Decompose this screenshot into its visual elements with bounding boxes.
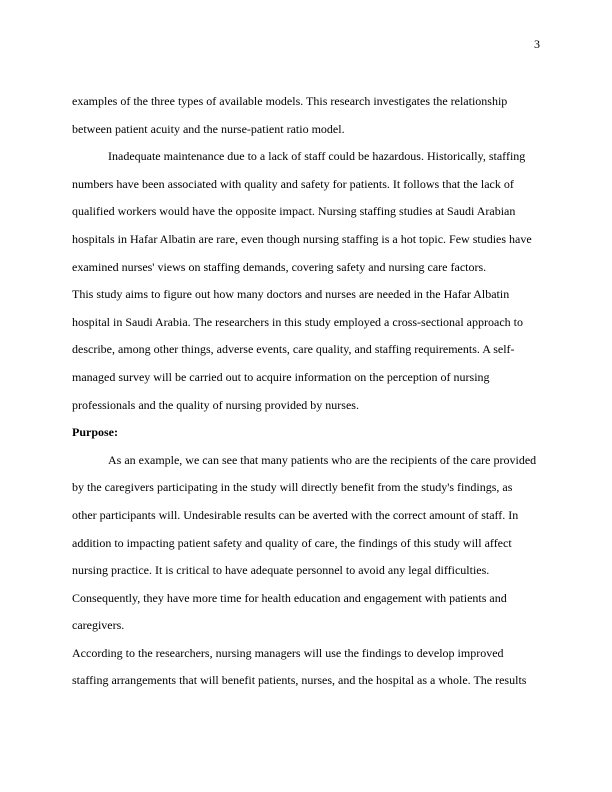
text-line: managed survey will be carried out to acquire information on the perception of nursing — [72, 369, 490, 384]
text-line: between patient acuity and the nurse-patient ratio model. — [72, 121, 345, 136]
text-line: addition to impacting patient safety and quality of care, the findings of this study will affect — [72, 535, 512, 550]
text-line: Consequently, they have more time for health education and engagement with patients and — [72, 590, 507, 605]
text-line: by the caregivers participating in the study will directly benefit from the study's findings, as — [72, 480, 513, 495]
text-line: examples of the three types of available models. This research investigates the relationship — [72, 94, 508, 108]
text-line: caregivers. — [72, 618, 125, 633]
text-line: professionals and the quality of nursing provided by nurses. — [72, 397, 359, 412]
text-line: As an example, we can see that many patients who are the recipients of the care provided — [108, 452, 537, 467]
body-text — [72, 88, 540, 695]
text-line: nursing practice. It is critical to have adequate personnel to avoid any legal difficulties. — [72, 563, 490, 578]
text-line: other participants will. Undesirable results can be averted with the correct amount of staff. In — [72, 507, 519, 522]
text-line: describe, among other things, adverse events, care quality, and staffing requirements. A self- — [72, 342, 515, 357]
text-line: According to the researchers, nursing managers will use the findings to develop improved — [72, 645, 504, 660]
text-line: This study aims to figure out how many doctors and nurses are needed in the Hafar Albatin — [72, 287, 510, 302]
text-line: numbers have been associated with quality and safety for patients. It follows that the lack of — [72, 176, 514, 191]
text-line: hospitals in Hafar Albatin are rare, even though nursing staffing is a hot topic. Few studies have — [72, 231, 532, 246]
section-heading-purpose: Purpose: — [72, 425, 118, 440]
text-line: staffing arrangements that will benefit patients, nurses, and the hospital as a whole. The results — [72, 673, 527, 688]
page-number: 3 — [534, 37, 540, 51]
text-line: qualified workers would have the opposite impact. Nursing staffing studies at Saudi Arabian — [72, 204, 516, 219]
text-line: Inadequate maintenance due to a lack of staff could be hazardous. Historically, staffing — [108, 149, 526, 164]
text-line: examined nurses' views on staffing demands, covering safety and nursing care factors. — [72, 259, 487, 274]
text-line: hospital in Saudi Arabia. The researchers in this study employed a cross-sectional approach to — [72, 314, 523, 329]
